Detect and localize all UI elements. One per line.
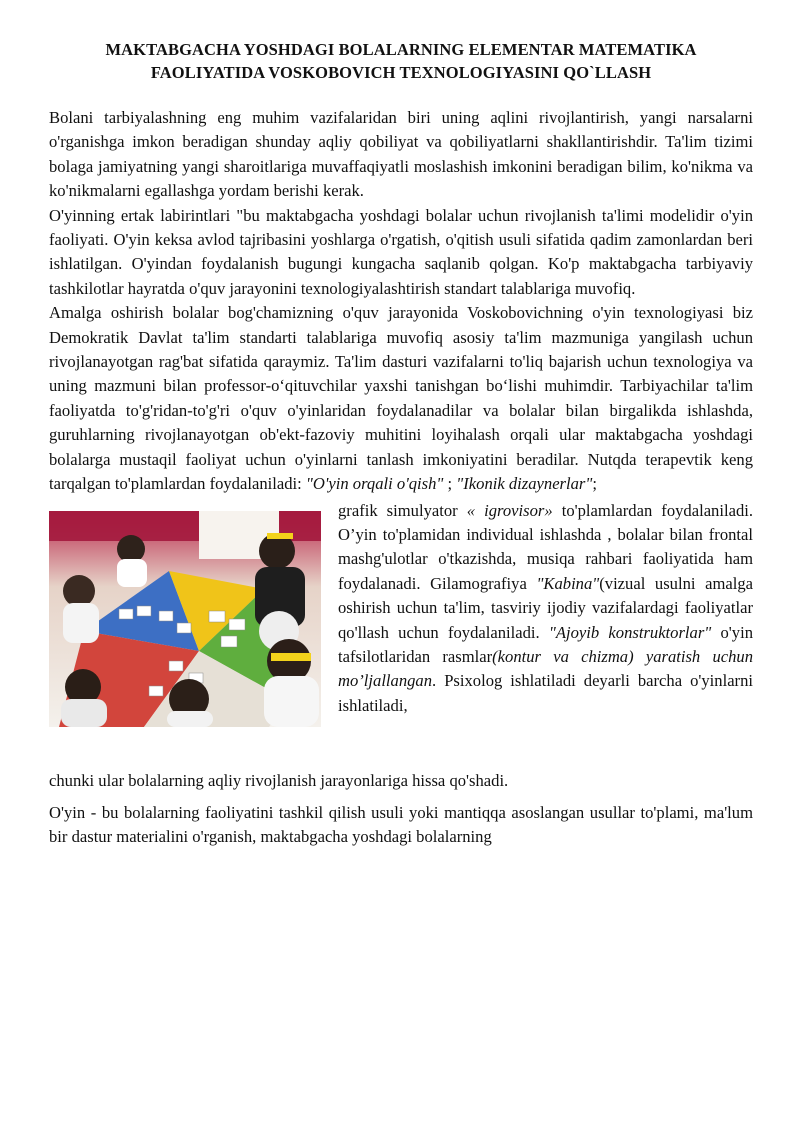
side-paragraph [338, 499, 753, 719]
document-page [49, 38, 753, 850]
side-emphasis-1: « igrovisor» [466, 500, 553, 520]
paragraph-3 [49, 301, 753, 496]
side-text-b: to'plamlardan foydalaniladi. O’yin to'plamidan individual ishlashda , bolalar bilan frontal mashg'ulotlar o'tkazishda, musiqa rahbari faoliyatida ham foydalanadi. Gilamografiya [338, 500, 754, 593]
document-title [49, 38, 753, 84]
side-text-d: o'yin tafsilotlaridan rasmlar [338, 622, 753, 666]
side-text-a: grafik simulyator [338, 500, 467, 520]
classroom-photo [49, 511, 321, 727]
photo-side-text [338, 499, 753, 719]
paragraph-3-end: ; [592, 474, 597, 494]
paragraph-3-separator: ; [443, 474, 457, 494]
title-line-1: MAKTABGACHA YOSHDAGI BOLALARNING ELEMENTAR MATEMATIKA [105, 40, 697, 59]
side-text-c: (vizual usulni amalga oshirish uchun ta'lim, tasviriy ijodiy vazifalardagi faoliyatlar qo'llash uchun foydalaniladi. [338, 573, 753, 642]
paragraph-3-emphasis-1: "O'yin orqali o'qish" [305, 474, 444, 494]
paragraph-after-photo: chunki ular bolalarning aqliy rivojlanish jarayonlariga hissa qo'shadi. [49, 770, 509, 790]
side-emphasis-4: (kontur va chizma) yaratish uchun mo’ljallangan [338, 646, 754, 691]
paragraph-3-text: Amalga oshirish bolalar bog'chamizning o'quv jarayonida Voskobovichning o'yin texnologiyasi biz Demokratik Davlat ta'lim standarti talablariga muvofiq asosiy ta'lim mazmuniga yangilash uchun rivojlanayotgan rag'bat sifatida qaraymiz. Ta'lim dasturi vazifalarni to'liq bajarish uchun texnologiya va uning mazmuni bilan professor-o‘qituvchilar yaxshi tanishgan bo‘lishi muhimdir. Tarbiyachilar ta'lim faoliyatda to'g'ridan-to'g'ri o'quv o'yinlaridan foydalanadilar va bolalar bilan birgalikda ishlashda, guruhlarning rivojlanayotgan ob'ekt-fazoviy muhitini loyihalash orqali ular maktabgacha yoshdagi bolalarga mustaqil faoliyat uchun o'yinlarni tanlash imkoniyatini beradilar. Nutqda terapevtik keng tarqalgan to'plamlardan foydalaniladi: [49, 303, 753, 494]
paragraph-1: Bolani tarbiyalashning eng muhim vazifalaridan biri uning aqlini rivojlantirish, yangi narsalarni o'rganishga imkon beradigan shunday aqliy qobiliyat va qobiliyatlarni shakllantirishdir. Ta'lim tizimi bolaga jamiyatning yangi sharoitlariga muvaffaqiyatli moslashish imkonini beradigan bilim, ko'nikma va ko'nikmalarni egallashga yordam berishi kerak. [49, 108, 753, 201]
side-text-e: . Psixolog ishlatiladi deyarli barcha o'yinlarni ishlatiladi, [338, 671, 753, 715]
side-emphasis-3: "Ajoyib konstruktorlar" [548, 622, 712, 642]
paragraph-4: O'yin - bu bolalarning faoliyatini tashkil qilish usuli yoki mantiqqa asoslangan usullar to'plami, ma'lum bir dastur materialini o'rganish, maktabgacha yoshdagi bolalarning [49, 802, 753, 847]
paragraph-2: O'yinning ertak labirintlari "bu maktabgacha yoshdagi bolalar uchun rivojlanish ta'limi modelidir o'yin faoliyati. O'yin keksa avlod tajribasini yoshlarga o'rgatish, o'qitish usuli sifatida qadim zamonlardan beri ishlatilgan. O'yindan foydalanish bugungi kungacha saqlanib qolgan. Ko'p maktabgacha tarbiyaviy tashkilotlar hayratda o'quv jarayonini texnologiyalashtirish standart talablariga muvofiq. [49, 205, 753, 298]
paragraph-3-emphasis-2: "Ikonik dizaynerlar" [456, 474, 593, 494]
side-emphasis-2: "Kabina" [536, 573, 600, 593]
classroom-photo-illustration [49, 511, 321, 727]
title-line-2: FAOLIYATIDA VOSKOBOVICH TEXNOLOGIYASINI QO`LLASH [150, 63, 652, 82]
photo-text-block [49, 499, 753, 768]
